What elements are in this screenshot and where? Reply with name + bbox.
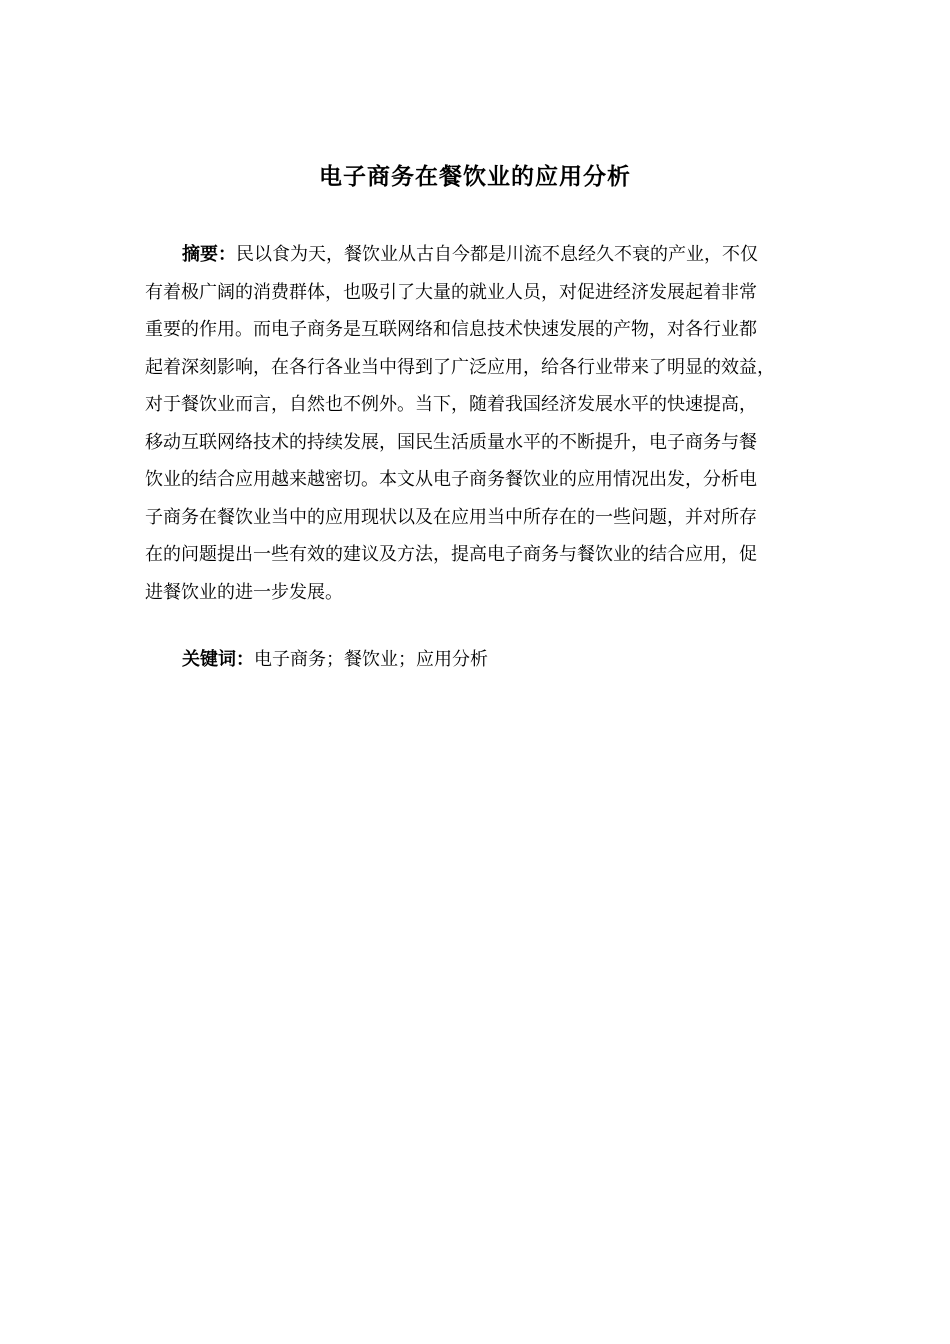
abstract-line: 进餐饮业的进一步发展。 bbox=[145, 581, 343, 603]
abstract-label: 摘要： bbox=[182, 244, 236, 265]
abstract-line bbox=[145, 236, 815, 274]
keywords-section bbox=[182, 643, 488, 677]
abstract-line: 有着极广阔的消费群体，也吸引了大量的就业人员，对促进经济发展起着非常 bbox=[145, 281, 757, 303]
document-title: 电子商务在餐饮业的应用分析 bbox=[319, 164, 631, 190]
keywords-text: 电子商务；餐饮业；应用分析 bbox=[254, 649, 488, 670]
abstract-line: 移动互联网络技术的持续发展，国民生活质量水平的不断提升，电子商务与餐 bbox=[145, 431, 757, 453]
keywords-label: 关键词： bbox=[182, 649, 254, 670]
abstract-line: 子商务在餐饮业当中的应用现状以及在应用当中所存在的一些问题，并对所存 bbox=[145, 506, 757, 528]
abstract-line: 对于餐饮业而言，自然也不例外。当下，随着我国经济发展水平的快速提高， bbox=[145, 394, 757, 415]
abstract-text: 民以食为天，餐饮业从古自今都是川流不息经久不衰的产业，不仅 bbox=[236, 244, 758, 265]
abstract-line: 起着深刻影响，在各行各业当中得到了广泛应用，给各行业带来了明显的效益， bbox=[145, 356, 775, 378]
abstract-section bbox=[145, 236, 815, 611]
abstract-line: 饮业的结合应用越来越密切。本文从电子商务餐饮业的应用情况出发，分析电 bbox=[145, 469, 757, 490]
abstract-line: 重要的作用。而电子商务是互联网络和信息技术快速发展的产物，对各行业都 bbox=[145, 319, 757, 340]
abstract-line: 在的问题提出一些有效的建议及方法，提高电子商务与餐饮业的结合应用，促 bbox=[145, 544, 757, 565]
